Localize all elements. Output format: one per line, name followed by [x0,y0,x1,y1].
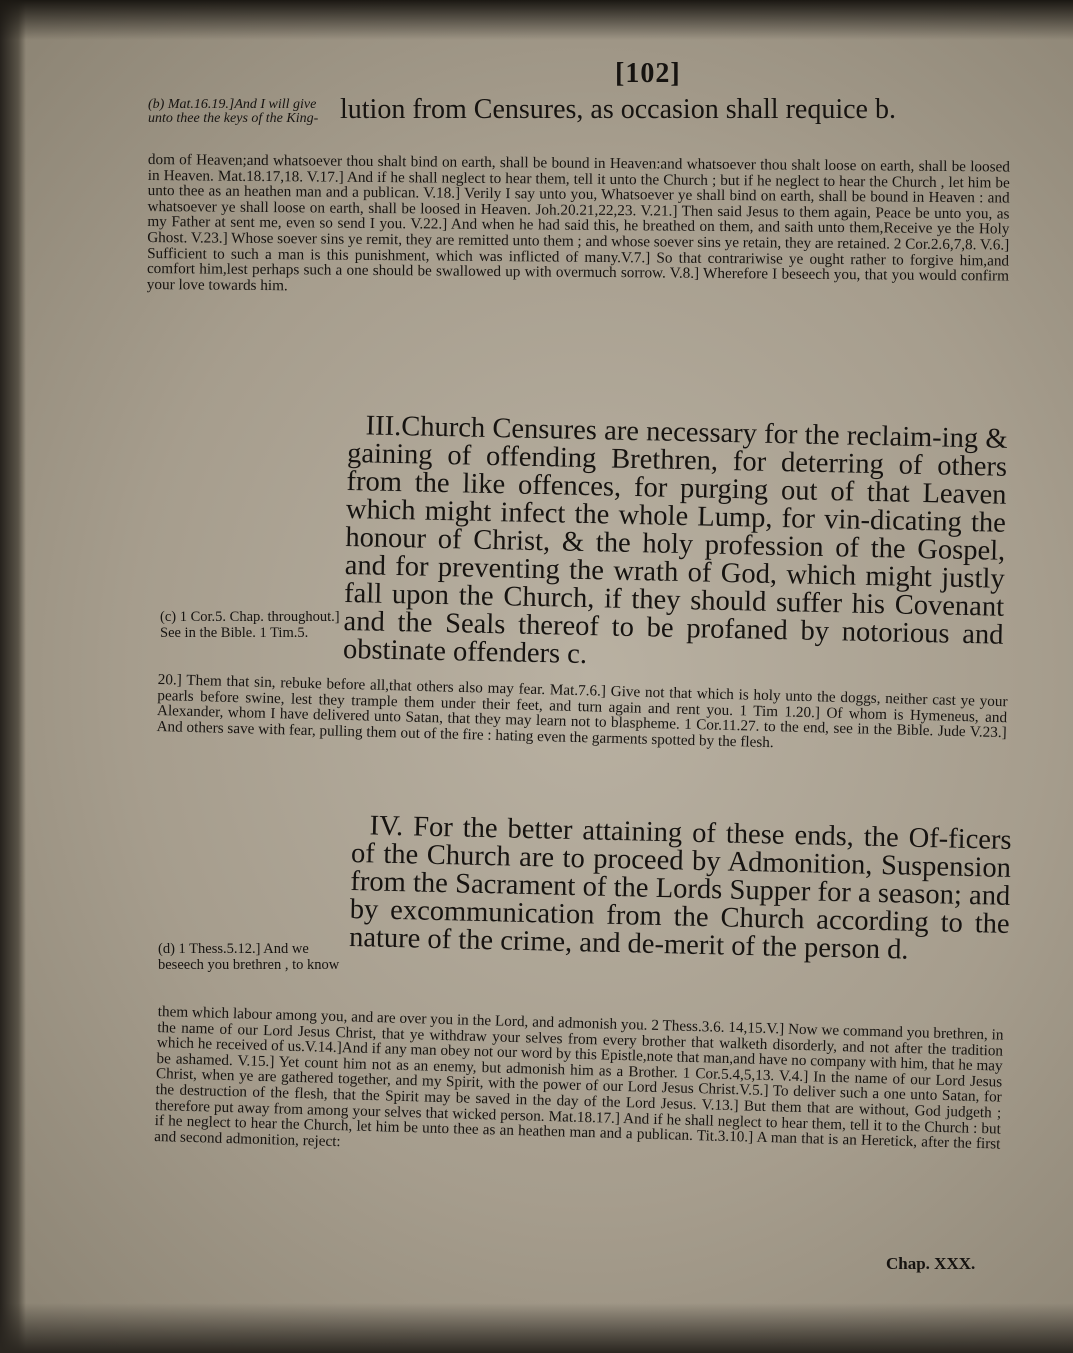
page-top-shadow [0,0,1073,40]
margin-note-b: (b) Mat.16.19.]And I will give unto thee the keys of the King- [148,97,319,126]
section-iv-text: IV. For the better attaining of these ends, the Of-ficers of the Church are to proceed by Admonition, Suspension from the Sacrament of the Lords Supper for a season; and by excommunication from the Church according to the nature of the crime, and de-merit of the person d. [348,810,1012,966]
page-number: [102] [615,58,681,89]
section-iii-text: III.Church Censures are necessary for the reclaim-ing & gaining of offending Brethren, for deterring of others from the like offences, for purging out of that Leaven which might infect the whole Lump, for vin-dicating the honour of Christ, & the holy profession of the Gospel, and for preventing the wrath of God, which might justly fall upon the Church, if they should suffer his Covenant and the Seals thereof to be profaned by notorious and obstinate offenders c. [342,410,1008,671]
catchword: Chap. XXX. [886,1254,976,1273]
margin-note-d: (d) 1 Thess.5.12.] And we beseech you brethren , to know [158,941,340,973]
section-continuation-heading: lution from Censures, as occasion shall requice b. [340,94,896,125]
margin-note-c: (c) 1 Cor.5. Chap. throughout.] See in the Bible. 1 Tim.5. [160,609,340,641]
page-bottom-shadow [0,1303,1073,1353]
section-iv-body: them which labour among you, and are over you in the Lord, and admonish you. 2 Thess.3.6. 14,15.V.] Now we command you brethren, in the name of our Lord Jesus Christ, that ye withdraw your selves from every brother that walketh disorderly, and not after the tradition which he received of us.V.14.]And if any man obey not our word by this Epistle,note that man,and have no company with him, that he may be ashamed. V.15.] Yet count him not as an enemy, but admonish him as a Brother. 1 Cor.5.4,5,13. V.4.] In the name of our Lord Jesus Christ, when ye are gathered together, and my Spirit, with the power of our Lord Jesus Christ.V.5.] To deliver such a one unto Satan, for the destruction of the flesh, that the Spirit may be saved in the day of the Lord Jesus. V.13.] But them that are without, God judgeth ; therefore put away from among your selves that wicked person. Mat.18.17.] And if he shall neglect to hear them, tell it to the Church : but if he neglect to hear the Church, let him be unto thee as an heathen man and a publican. Tit.3.10.] A man that is an Heretick, after the first and second admonition, reject: [154,1003,1004,1153]
first-section-body: dom of Heaven;and whatsoever thou shalt bind on earth, shall be bound in Heaven:and whatsoever thou shalt loose on earth, shall be loosed in Heaven. Mat.18.17,18. V.17.] And if he shall neglect to hear them, tell it unto the Church ; but if he neglect to hear the Church , let him be unto thee as an heathen man and a publican. V.18.] Verily I say unto you, Whatsoever ye shall bind on earth, shall be bound in Heaven : and whatsoever ye shall loose on earth, shall be loosed in Heaven. Joh.20.21,22,23. V.21.] Then said Jesus to them again, Peace be unto you, as my Father at sent me, even so send I you. V.22.] And when he had said this, he breathed on them, and saith unto them,Receive ye the Holy Ghost. V.23.] Whose soever sins ye remit, they are remitted unto them ; and whose soever sins ye retain, they are retained. 2 Cor.2.6,7,8. V.6.] Sufficient to such a man is this punishment, which was inflicted of many.V.7.] So that contrariwise ye ought rather to forgive him,and comfort him,lest perhaps such a one should be swallowed up with overmuch sorrow. V.8.] Wherefore I beseech you, that you would confirm your love towards him. [146,151,1010,294]
page-left-shadow [0,0,26,1353]
section-iii-body: 20.] Them that sin, rebuke before all,that others also may fear. Mat.7.6.] Give not that which is holy unto the doggs, neither cast ye your pearls before swine, lest they trample them under their feet, and turn again and rent you. 1 Tim 1.20.] Of whom is Hymeneus, and Alexander, whom I have delivered unto Satan, that they may learn not to blaspheme. 1 Cor.11.27. to the end, see in the Bible. Jude V.23.] And others save with fear, pulling them out of the fire : hating even the garments spotted by the flesh. [156,671,1008,751]
